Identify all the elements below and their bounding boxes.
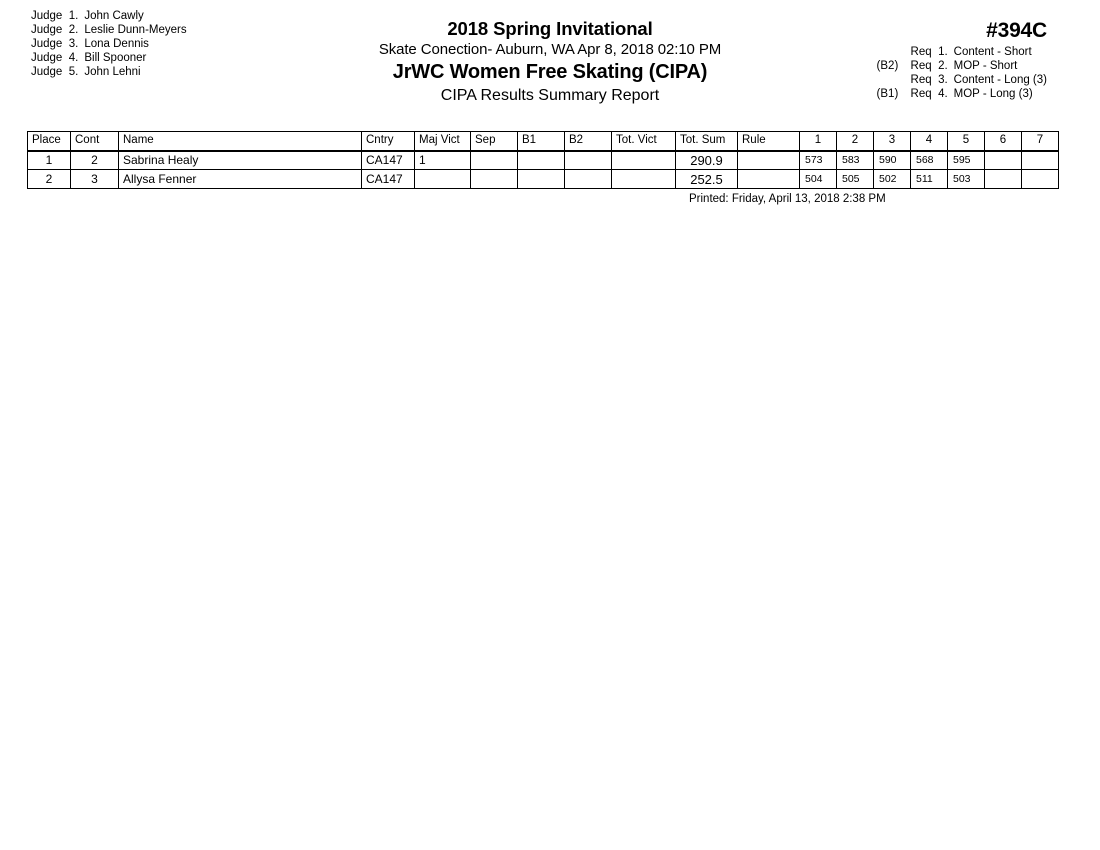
requirement-label: Req: [910, 46, 932, 58]
judge-list-item: [31, 51, 187, 65]
column-header-judge-6: 6: [985, 132, 1022, 151]
cell-judge-score-4: 568: [911, 151, 948, 170]
requirement-description: Content - Long (3): [953, 74, 1047, 86]
cell-judge-score-4: 511: [911, 170, 948, 189]
cell-judge-score-3: 502: [874, 170, 911, 189]
cell-judge-score-2: 505: [837, 170, 874, 189]
requirement-label: Req: [910, 74, 932, 86]
cell-b2: [565, 151, 612, 170]
cell-b2: [565, 170, 612, 189]
cell-tot-sum: 252.5: [676, 170, 738, 189]
requirement-number: 2.: [938, 60, 948, 72]
judge-name: John Cawly: [84, 10, 144, 22]
requirement-item: [877, 87, 1047, 101]
column-header-cntry: Cntry: [362, 132, 415, 151]
cell-cntry: CA147: [362, 151, 415, 170]
judge-label: Judge: [31, 10, 63, 22]
report-header: [240, 18, 860, 106]
judge-list-item: [31, 37, 187, 51]
cell-cont: 2: [71, 151, 119, 170]
judge-name: Bill Spooner: [84, 52, 147, 64]
judge-number: 4.: [68, 52, 79, 64]
cell-judge-score-7: [1022, 170, 1059, 189]
judge-number: 3.: [68, 38, 79, 50]
cell-judge-score-3: 590: [874, 151, 911, 170]
judge-number: 1.: [68, 10, 79, 22]
requirement-number: 3.: [938, 74, 948, 86]
cell-judge-score-6: [985, 151, 1022, 170]
judge-list-item: [31, 9, 187, 23]
requirement-item: [877, 73, 1047, 87]
column-header-maj-vict: Maj Vict: [415, 132, 471, 151]
requirement-number: 4.: [938, 88, 948, 100]
judge-number: 5.: [68, 66, 79, 78]
column-header-judge-5: 5: [948, 132, 985, 151]
cell-b1: [518, 170, 565, 189]
judge-label: Judge: [31, 52, 63, 64]
cell-judge-score-7: [1022, 151, 1059, 170]
event-venue-datetime: Skate Conection- Auburn, WA Apr 8, 2018 02:10 PM: [378, 41, 722, 58]
cell-tot-vict: [612, 151, 676, 170]
judge-name: Lona Dennis: [84, 38, 149, 50]
column-header-judge-3: 3: [874, 132, 911, 151]
column-header-rule: Rule: [738, 132, 800, 151]
report-subtitle: CIPA Results Summary Report: [440, 87, 660, 104]
column-header-cont: Cont: [71, 132, 119, 151]
requirement-item: [877, 45, 1047, 59]
column-header-sep: Sep: [471, 132, 518, 151]
cell-rule: [738, 170, 800, 189]
cell-tot-vict: [612, 170, 676, 189]
judge-label: Judge: [31, 24, 63, 36]
judge-label: Judge: [31, 38, 63, 50]
requirement-description: MOP - Long (3): [953, 88, 1033, 100]
column-header-judge-7: 7: [1022, 132, 1059, 151]
column-header-b2: B2: [565, 132, 612, 151]
cell-name: Allysa Fenner: [119, 170, 362, 189]
cell-judge-score-5: 503: [948, 170, 985, 189]
cell-place: 2: [28, 170, 71, 189]
requirement-description: MOP - Short: [953, 60, 1018, 72]
cell-sep: [471, 170, 518, 189]
column-header-tot-sum: Tot. Sum: [676, 132, 738, 151]
requirement-item: [877, 59, 1047, 73]
printed-timestamp: Printed: Friday, April 13, 2018 2:38 PM: [689, 193, 886, 205]
judge-list-item: [31, 23, 187, 37]
column-header-tot-vict: Tot. Vict: [612, 132, 676, 151]
requirement-number: 1.: [938, 46, 948, 58]
column-header-judge-1: 1: [800, 132, 837, 151]
cell-place: 1: [28, 151, 71, 170]
judge-number: 2.: [68, 24, 79, 36]
requirement-bonus: (B2): [876, 60, 899, 72]
column-header-judge-2: 2: [837, 132, 874, 151]
cell-tot-sum: 290.9: [676, 151, 738, 170]
judges-panel: [31, 9, 187, 79]
cell-cont: 3: [71, 170, 119, 189]
column-header-judge-4: 4: [911, 132, 948, 151]
judge-list-item: [31, 65, 187, 79]
cell-judge-score-6: [985, 170, 1022, 189]
judge-label: Judge: [31, 66, 63, 78]
column-header-place: Place: [28, 132, 71, 151]
cell-b1: [518, 151, 565, 170]
table-row: [28, 170, 1059, 189]
event-number: #394C: [986, 19, 1047, 42]
cell-maj-vict: 1: [415, 151, 471, 170]
table-row: [28, 151, 1059, 170]
judge-name: John Lehni: [84, 66, 141, 78]
requirements-panel: [877, 19, 1047, 101]
column-header-b1: B1: [518, 132, 565, 151]
requirement-label: Req: [910, 88, 932, 100]
cell-judge-score-5: 595: [948, 151, 985, 170]
cell-maj-vict: [415, 170, 471, 189]
cell-judge-score-2: 583: [837, 151, 874, 170]
column-header-name: Name: [119, 132, 362, 151]
cell-judge-score-1: 573: [800, 151, 837, 170]
cell-rule: [738, 151, 800, 170]
judge-name: Leslie Dunn-Meyers: [84, 24, 187, 36]
requirement-label: Req: [910, 60, 932, 72]
requirement-description: Content - Short: [953, 46, 1032, 58]
results-table: [27, 131, 1059, 189]
cell-name: Sabrina Healy: [119, 151, 362, 170]
requirement-bonus: (B1): [876, 88, 899, 100]
table-header-row: [28, 132, 1059, 151]
cell-cntry: CA147: [362, 170, 415, 189]
event-category-title: JrWC Women Free Skating (CIPA): [392, 61, 708, 83]
requirements-list: [877, 45, 1047, 101]
cell-judge-score-1: 504: [800, 170, 837, 189]
event-title: 2018 Spring Invitational: [447, 18, 653, 39]
cell-sep: [471, 151, 518, 170]
